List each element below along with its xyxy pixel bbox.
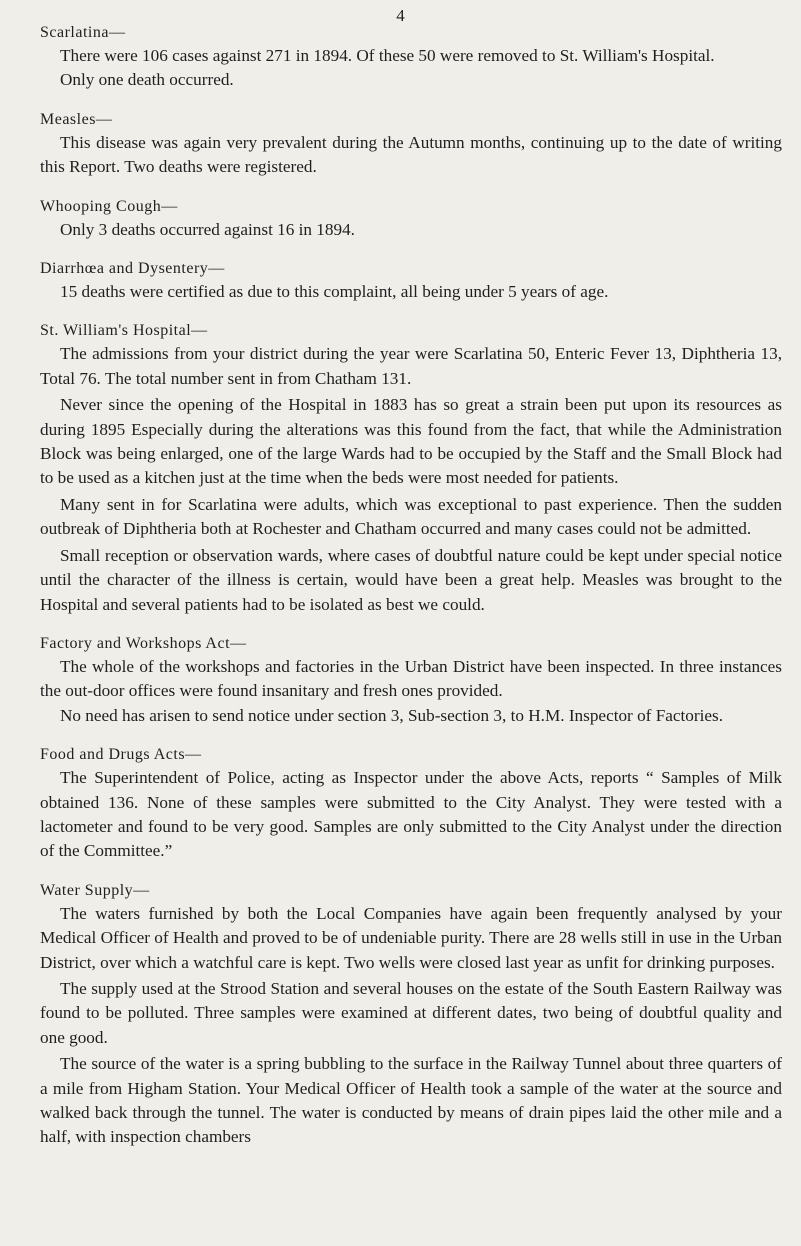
paragraph: Only one death occurred. — [60, 70, 234, 90]
paragraph: No need has arisen to send notice under section 3, Sub-section 3, to H.M. Inspector of Factories. — [60, 705, 723, 725]
section-diarrhoea — [40, 258, 782, 304]
paragraph: The supply used at the Strood Station and several houses on the estate of the South Eastern Railway was found to be polluted. Three samples were examined at different dates, two being of doubtful quality and one good. — [40, 978, 782, 1047]
section-st-williams-hospital — [40, 320, 782, 616]
section-heading: Water Supply— — [40, 881, 150, 899]
section-heading: Factory and Workshops Act— — [40, 634, 247, 652]
document-body — [40, 22, 782, 1150]
paragraph: The whole of the workshops and factories in the Urban District have been inspected. In three instances the out-door offices were found insanitary and fresh ones provided. — [40, 656, 782, 701]
section-heading: Food and Drugs Acts— — [40, 746, 202, 764]
paragraph: Many sent in for Scarlatina were adults, which was exceptional to past experience. Then the sudden outbreak of Diphtheria both at Rochester and Chatham occurred and many cases could not be admitted. — [40, 494, 782, 539]
section-factory-workshops-act — [40, 633, 782, 728]
section-heading: Diarrhœa and Dysentery— — [40, 260, 225, 278]
section-heading: Whooping Cough— — [40, 197, 178, 215]
section-measles — [40, 109, 782, 180]
paragraph: 15 deaths were certified as due to this complaint, all being under 5 years of age. — [60, 282, 609, 302]
paragraph: Small reception or observation wards, where cases of doubtful nature could be kept under special notice until the character of the illness is certain, would have been a great help. Measles was brought to the Hospital and several patients had to be isolated as best we could. — [40, 545, 782, 614]
paragraph: The admissions from your district during the year were Scarlatina 50, Enteric Fever 13, Diphtheria 13, Total 76. The total number sent in from Chatham 131. — [40, 344, 782, 388]
section-food-drugs-acts — [40, 744, 782, 864]
section-heading: St. William's Hospital— — [40, 322, 208, 340]
paragraph: There were 106 cases against 271 in 1894. Of these 50 were removed to St. William's Hospital. — [60, 46, 715, 65]
paragraph: Only 3 deaths occurred against 16 in 1894. — [60, 219, 355, 239]
section-heading: Scarlatina— — [40, 24, 126, 41]
paragraph: The waters furnished by both the Local Companies have again been frequently analysed by your Medical Officer of Health and proved to be of undeniable purity. There are 28 wells still in use in the Urban District, over which a watchful care is kept. Two wells were closed last year as unfit for drinking purposes. — [40, 903, 782, 972]
paragraph: This disease was again very prevalent during the Autumn months, continuing up to the date of writing this Report. Two deaths were registered. — [40, 132, 782, 177]
page-number: 4 — [396, 6, 405, 25]
paragraph: Never since the opening of the Hospital in 1883 has so great a strain been put upon its resources as during 1895 Especially during the alterations was this found from the fact, that while the Administration Block was being enlarged, one of the large Wards had to be occupied by the Staff and the Small Block had to be used as a kitchen just at the time when the beds were most needed for patients. — [40, 395, 782, 488]
section-whooping-cough — [40, 196, 782, 242]
paragraph: The Superintendent of Police, acting as Inspector under the above Acts, reports “ Samples of Milk obtained 136. None of these samples were submitted to the City Analyst. They were tested with a lactometer and found to be very good. Samples are only submitted to the City Analyst under the direction of the Committee.” — [40, 768, 782, 861]
section-scarlatina — [40, 22, 782, 93]
section-heading: Measles— — [40, 110, 113, 128]
section-water-supply — [40, 880, 782, 1150]
paragraph: The source of the water is a spring bubbling to the surface in the Railway Tunnel about three quarters of a mile from Higham Station. Your Medical Officer of Health took a sample of the water at the source and walked back through the tunnel. The water is conducted by means of drain pipes laid the other mile and a half, with inspection chambers — [40, 1054, 782, 1147]
